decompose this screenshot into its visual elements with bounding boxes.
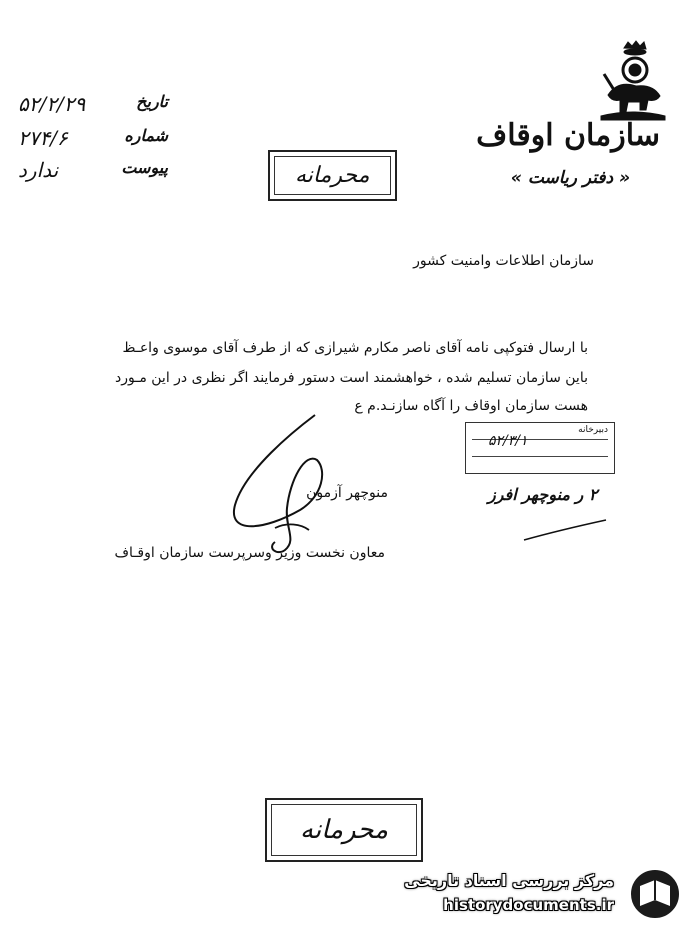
attachment-value: ندارد (18, 158, 59, 182)
archive-logo-icon (628, 866, 682, 922)
handwritten-note: ۲ ر منوچهر افرز (488, 485, 598, 504)
received-stamp (465, 422, 615, 474)
confidential-stamp-top (268, 150, 397, 201)
confidential-stamp-bottom-text: محرمانه (271, 804, 417, 856)
department-name: « دفتر ریاست » (510, 168, 630, 188)
body-line-3: هست سازمان اوقاف را آگاه سازنـد.م ع (354, 398, 588, 414)
received-stamp-label: دبیرخانه (578, 425, 608, 435)
date-label: تاریخ (136, 92, 168, 111)
watermark-title: مرکز بررسی اسناد تاریخی (404, 871, 614, 890)
body-line-2: باین سازمان تسلیم شده ، خواهشمند است دستور فرمایند اگر نظری در این مـورد (115, 370, 588, 386)
received-stamp-number: ۵۲/۳/۱ (488, 433, 528, 449)
watermark-url: historydocuments.ir (443, 896, 614, 914)
signer-name: منوچهر آزمون (306, 485, 388, 501)
lion-and-sun-emblem-icon (598, 40, 668, 122)
confidential-stamp-bottom (265, 798, 423, 862)
date-value: ۵۲/۲/۲۹ (18, 92, 86, 116)
recipient: سازمان اطلاعات وامنیت کشور (413, 253, 594, 269)
organization-name: سازمان اوقاف (476, 118, 660, 153)
confidential-stamp-top-text: محرمانه (274, 156, 391, 195)
number-row (18, 126, 168, 156)
attachment-label: پیوست (121, 158, 168, 177)
number-value: ۲۷۴/۶ (18, 126, 68, 150)
number-label: شماره (124, 126, 168, 145)
signer-title: معاون نخست وزیر وسرپرست سازمان اوقـاف (114, 545, 385, 561)
letter-meta (18, 92, 168, 192)
archive-watermark (398, 866, 688, 922)
date-row (18, 92, 168, 122)
handwritten-underline-icon (520, 508, 610, 548)
attachment-row (18, 158, 168, 188)
received-stamp-divider (472, 456, 608, 457)
body-line-1: با ارسال فتوکپی نامه آقای ناصر مکارم شیرازی که از طرف آقای موسوی واعـظ (122, 340, 588, 356)
